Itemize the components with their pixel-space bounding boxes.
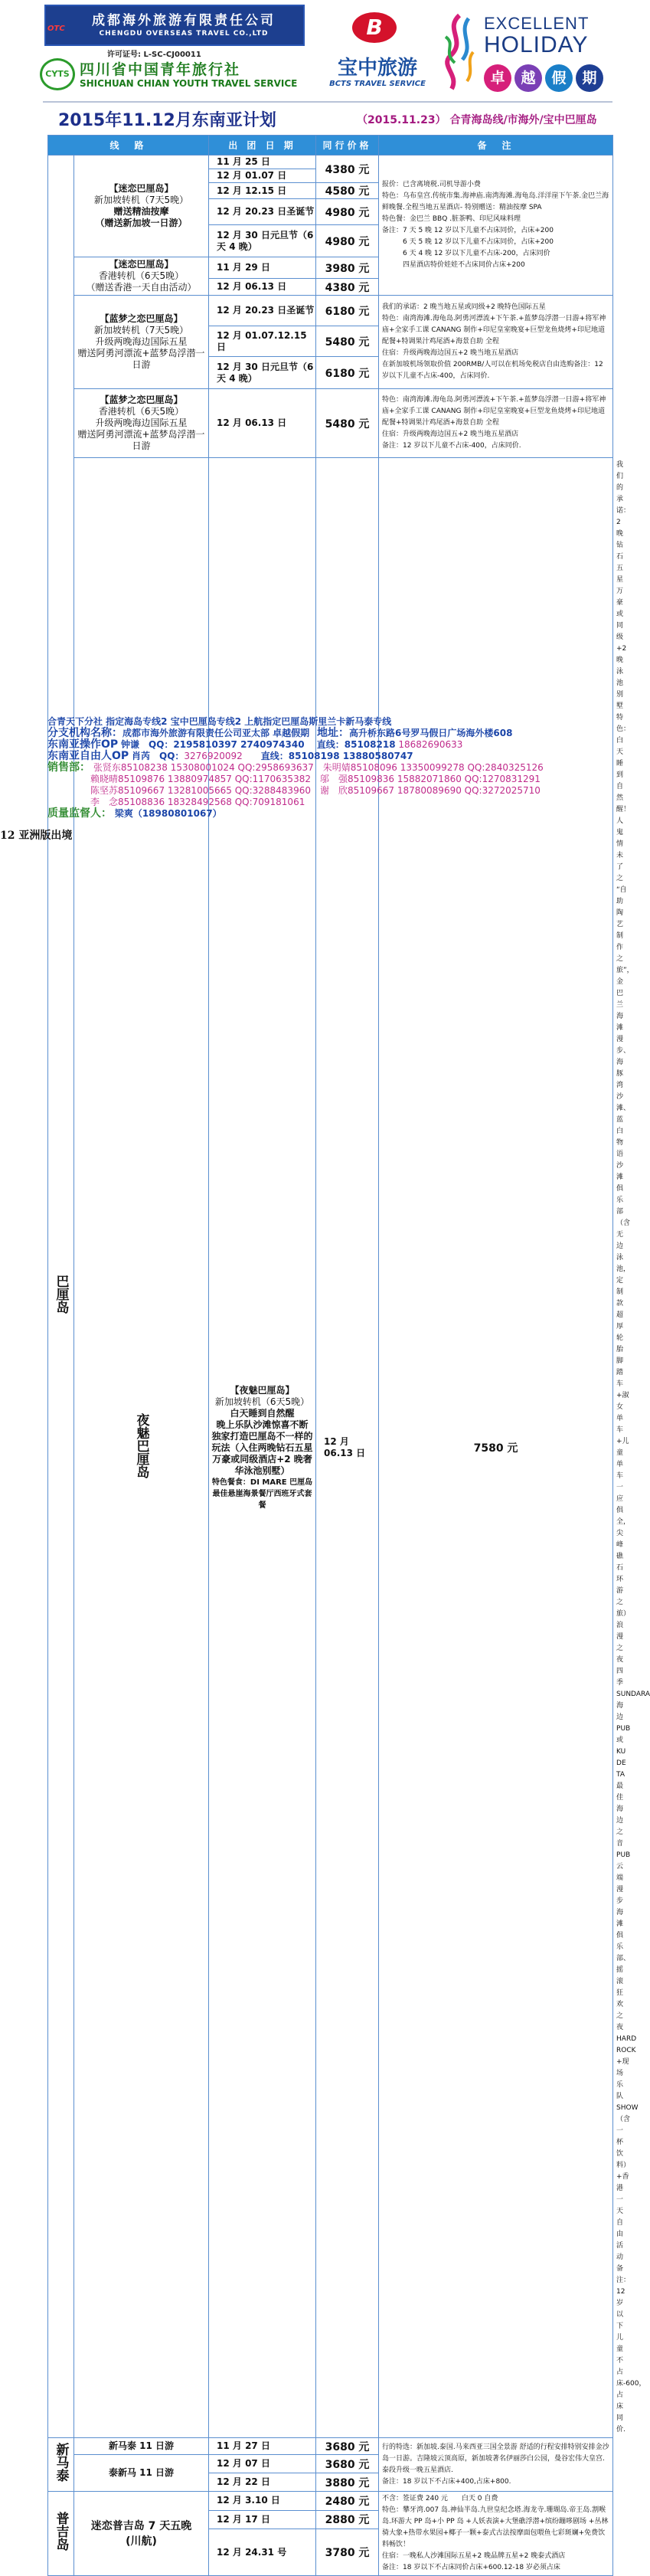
route-xmt: 新马泰 11 日游 [74,2438,209,2455]
bcts-emblem-icon: B [352,12,397,43]
price: 3680 元 [316,2455,379,2473]
page-number: 12 亚洲版出境 [0,830,73,842]
eh-line2: HOLIDAY [484,32,589,57]
bcts-logo [320,8,435,92]
price: 5480 元 [316,326,379,357]
price: 5480 元 [316,389,379,458]
price: 4580 元 [316,183,379,199]
date: 12 月 24.31 号 [209,2529,316,2576]
date: 12 月 01.07.12.15 日 [209,326,316,357]
header-date: 出 团 日 期 [209,136,316,155]
route-lmzl-hk: 【蓝梦之恋巴厘岛】 香港转机（6天5晚） 升级两晚海边国际五星 赠送阿勇河漂流+蓝梦岛浮潜一日游 [74,389,209,458]
header-route: 线 路 [48,136,209,155]
price: 4380 元 [316,155,379,183]
eh-char-4: 期 [576,64,603,92]
logo1-en: CHENGDU OVERSEAS TRAVEL CO.,LTD [99,30,269,38]
excellent-holiday-logo [436,8,609,93]
header-price: 同行价格 [316,136,379,155]
notes-g7: 不含：签证费 240 元 白天 0 自费 特色：攀牙湾.007 岛.神仙半岛.九世皇纪念塔.海龙寺.珊瑚岛.帝王岛.割喉岛.环游大 PP 岛+小 PP 岛 +人妖表演+大堡礁浮潜+缤纷蹦哆剧场 +丛林骑大象+热带水果园+椰子一颗+泰式古法按摩面包喂鱼七彩斑斓+免费饮料畅饮！ 住宿：一晚私人沙滩国际五星+2 晚品牌五星+2 晚泰式酒店 备注：18 岁以下不占床同价占床+600.12-18 岁必须占床 [379,2492,613,2576]
eh-char-1: 卓 [484,64,511,92]
price: 3980 元 [316,257,379,279]
price: 7580 元 [379,458,613,2438]
bcts-en: BCTS TRAVEL SERVICE [329,80,426,88]
date: 12 月 22 日 [209,2473,316,2492]
date: 12 月 30 日元旦节（6 天 4 晚） [209,225,316,257]
date: 12 月 20.23 日圣诞节 [209,296,316,326]
price: 2480 元 [316,2492,379,2511]
price: 4980 元 [316,199,379,225]
date: 12 月 3.10 日 [209,2492,316,2511]
sales-line: 李 念85108836 18328492568 QQ:709181061 [90,797,305,807]
date: 12 月 12.15 日 [209,183,316,199]
cyts-cn: 四川省中国青年旅行社 [80,61,241,78]
cyts-emblem-icon: CYTS [40,58,75,90]
price: 2880 元 [316,2510,379,2529]
route-mlbld-sg: 【迷恋巴厘岛】 新加坡转机（7天5晚） 赠送精油按摩 （赠送新加坡一日游） [74,155,209,257]
footer-supervisor: 质量监督人： 梁爽（18980801067） [47,807,222,820]
route-night-bali: 【夜魅巴厘岛】 新加坡转机（6天5晚） 白天睡到自然醒 晚上乐队沙滩惊喜不断 独家打造巴厘岛不一样的玩法（入住两晚钻石五星万豪或同级酒店+2 晚奢华泳池别墅） 特色餐食：DI MARE 巴厘岛最佳悬崖海景餐厅西班牙式套餐 [209,458,316,2438]
date: 11 月 25 日 [209,155,316,169]
footer-sales: 销售部： 张贤东85108238 15308001024 QQ:2958693637 朱明婧85108096 13350099278 QQ:2840325126 [47,761,544,774]
route-txm: 泰新马 11 日游 [74,2455,209,2492]
plan-title: 2015年11.12月东南亚计划 [58,111,276,130]
date: 12 月 30 日元旦节（6 天 4 晚） [209,357,316,389]
notes-g3: 我们的承诺：2 晚当地五星或同级+2 晚特色国际五星 特色：南湾海滩.海龟岛.阿勇河漂流+下午茶.+蓝梦岛浮潜一日游+将军神庙+全家手工课 CANANG 制作+印尼皇室晚宴+巨型龙鱼烧烤+印尼地道配餐+特调果汁鸡尾酒+海景自助 全程 住宿：升级两晚海边国五+2 晚当地五星酒店 在新加坡机场领取价值 200RMB/人可以在机场免税店自由选购备注：12 岁以下儿童不占床-400，占床同价. [379,296,613,389]
date: 11 月 29 日 [209,257,316,279]
price: 6180 元 [316,357,379,389]
otc-mark: OTC [47,25,65,33]
brush-stroke-icon [436,14,481,90]
eh-char-2: 越 [514,64,542,92]
date: 12 月 06.13 日 [209,389,316,458]
route-lmzl-sg: 【蓝梦之恋巴厘岛】 新加坡转机（7天5晚） 升级两晚海边国际五星 赠送阿勇河漂流+蓝梦岛浮潜一日游 [74,296,209,389]
date: 12 月 06.13 日 [316,458,379,2438]
cyts-en: SHICHUAN CHIAN YOUTH TRAVEL SERVICE [80,78,298,89]
footer-op1: 东南亚操作OP 钟谦 QQ：2195810397 2740974340 直线：85108218 18682690633 [47,738,463,751]
sales-line: 赖晓晴85109876 13880974857 QQ:1170635382 邬 强85109836 15882071860 QQ:1270831291 [90,774,541,784]
sales-line: 陈坚苏85109667 13281005665 QQ:3288483960 谢 欣85109667 18780089690 QQ:3272025710 [90,785,541,796]
date: 12 月 07 日 [209,2455,316,2473]
date: 12 月 17 日 [209,2510,316,2529]
footer-agencies: 合青天下分社 指定海岛专线2 宝中巴厘岛专线2 上航指定巴厘岛斯里兰卡新马泰专线 [47,716,392,727]
price: 3780 元 [316,2529,379,2576]
price: 3880 元 [316,2473,379,2492]
route-mlbld-hk: 【迷恋巴厘岛】 香港转机（6天5晚） （赠送香港一天自由活动） [74,257,209,296]
price: 3680 元 [316,2438,379,2455]
header [0,0,612,98]
chengdu-overseas-logo [44,5,305,46]
date: 12 月 06.13 日 [209,279,316,296]
eh-char-3: 假 [545,64,573,92]
contact-footer [47,716,612,820]
route-phuket: 迷恋普吉岛 7 天五晚 (川航) [74,2492,209,2576]
price: 6180 元 [316,296,379,326]
bcts-cn: 宝中旅游 [337,57,417,80]
logo1-cn: 成都海外旅游有限责任公司 [92,13,276,28]
header-notes: 备 注 [379,136,613,155]
region-xmt: 新马泰 [48,2438,74,2492]
notes-g6: 行的特选：新加坡.泰国.马来西亚三国全景游 舒适的行程安排特别安排金沙岛一日游。吉隆坡云顶高原，新加坡著名伊丽莎白公园，曼谷宏伟大皇宫.泰段升级一晚五星酒店. 备注：18 岁以下不占床+400,占床+800. [379,2438,613,2492]
price: 4380 元 [316,279,379,296]
date: 12 月 01.07 日 [209,169,316,183]
footer-op2: 东南亚自由人OP 肖芮 QQ：3276920092 直线：85108198 13880580747 [47,750,413,762]
license-number: 许可证号: L-SC-CJ00011 [107,51,201,59]
date: 11 月 27 日 [209,2438,316,2455]
itinerary-table: 线 路 出 团 日 期 同行价格 备 注 巴厘岛 【迷恋巴厘岛】 新加坡转机（7天5晚） 赠送精油按摩 （赠送新加坡一日游） 11 月 25 日 4380 元 报价：已含离境税.司机导游小费 特色：乌布皇宫.传统市集.海神庙.南湾海滩.海龟岛.洋洋崖下午茶.金巴兰海鲜晚餐.全程当地五星酒店- 特别赠送：精油按摩 SPA 特色餐：金巴兰 BBQ .脏茶鸭、印尼风味料理 备注：7 天 5 晚 12 岁以下儿童不占床同价，占床+200 6 天 5 晚 12 岁以下儿童不占床同价，占床+200 6 天 4 晚 12 岁以下儿童不占床-200，占床同价 四星酒店特价娃娃不占床同价占床+200 12 月 01.07 日 12 月 12.15 日 4580 元 12 月 20.23 日圣诞节 4980 元 12 月 30 日元旦节（6 天 4 晚） 4980 元 【迷恋巴厘岛】 香港转机（6天5晚） （赠送香港一天自由活动） 11 月 29 日 3980 元 12 月 06.13 日 4380 元 【蓝梦之恋巴厘岛】 新加坡转机（7天5晚） 升级两晚海边国际五星 赠送阿勇河漂流+蓝梦岛浮潜一日游 12 月 20.23 日圣诞节 6180 元 我们的承诺：2 晚当地五星或同级+2 晚特色国际五星 特色：南湾海滩.海龟岛.阿勇河漂流+下午茶.+蓝梦岛浮潜一日游+将军神庙+全家手工课 CANANG 制作+印尼皇室晚宴+巨型龙鱼烧烤+印尼地道配餐+特调果汁鸡尾酒+海景自助 全程 住宿：升级两晚海边国五+2 晚当地五星酒店 在新加坡机场领取价值 200RMB/人可以在机场免税店自由选购备注：12 岁以下儿童不占床-400，占床同价. 12 月 01.07.12.15 日 5480 元 12 月 30 日元旦节（6 天 4 晚） 6180 元 【蓝梦之恋巴厘岛】 香港转机（6天5晚） 升级两晚海边国际五星 赠送阿勇河漂流+蓝梦岛浮潜一日游 12 月 06.13 日 5480 元 特色：南湾海滩.海龟岛.阿勇河漂流+下午茶.+蓝梦岛浮潜一日游+将军神庙+全家手工课 CANANG 制作+印尼皇室晚宴+巨型龙鱼烧烤+印尼地道配餐+特调果汁鸡尾酒+海景自助 全程 住宿：升级两晚海边国五+2 晚当地五星酒店 备注：12 岁以下儿童不占床-400，占床同价. 夜魅巴厘岛 【夜魅巴厘岛】 新加坡转机（6天5晚） 白天睡到自然醒 晚上乐队沙滩惊喜不断 独家打造巴厘岛不一样的玩法（入住两晚钻石五星万豪或同级酒店+2 晚奢华泳池别墅） 特色餐食：DI MARE 巴厘岛最佳悬崖海景餐厅西班牙式套餐 12 月 06.13 日 7580 元 我们的承诺：2 晚钻石五星万豪或同级+2 晚泳池别墅 特色：白天睡到自然醒！人鬼情未了之 “自助陶艺制作之旅”，金巴兰海滩漫步、海豚湾沙滩、蓝白物语沙滩俱乐部（含无边泳池，定制款超厚轮胎脚踏车+淑女单车+儿童单车一应俱全，尖峰礁石环游之旅）浪漫之夜四季 SUNDARA 海边 PUB 或 KU DE TA 最佳海边之音 PUB 云端漫步海滩俱乐部、摇滚狂欢之夜 HARD ROCK +现场乐队 SHOW（含一杯饮料）+香港一天自由活动 备注：12 岁以下儿童不占床-600，占床同价. 新马泰 新马泰 11 日游 11 月 27 日 3680 元 行的特选：新加坡.泰国.马来西亚三国全景游 舒适的行程安排特别安排金沙岛一日游。吉隆坡云顶高原，新加坡著名伊丽莎白公园，曼谷宏伟大皇宫.泰段升级一晚五星酒店. 备注：18 岁以下不占床+400,占床+800. 泰新马 11 日游 12 月 07 日 3680 元 12 月 22 日 3880 元 普吉岛 迷恋普吉岛 7 天五晚 (川航) 12 月 3.10 日 2480 元 不含：签证费 240 元 白天 0 自费 特色：攀牙湾.007 岛.神仙半岛.九世皇纪念塔.海龙寺.珊瑚岛.帝王岛.割喉岛.环游大 PP 岛+小 PP 岛 +人妖表演+大堡礁浮潜+缤纷蹦哆剧场 +丛林骑大象+热带水果园+椰子一颗+泰式古法按摩面包喂鱼七彩斑斓+免费饮料畅饮！ 住宿：一晚私人沙滩国际五星+2 晚品牌五星+2 晚泰式酒店 备注：18 岁以下不占床同价占床+600.12-18 岁必须占床 12 月 17 日 2880 元 12 月 24.31 号 3780 元 [47,135,613,2576]
notes-g4: 特色：南湾海滩.海龟岛.阿勇河漂流+下午茶.+蓝梦岛浮潜一日游+将军神庙+全家手工课 CANANG 制作+印尼皇室晚宴+巨型龙鱼烧烤+印尼地道配餐+特调果汁鸡尾酒+海景自助 全程 住宿：升级两晚海边国五+2 晚当地五星酒店 备注：12 岁以下儿童不占床-400，占床同价. [379,389,613,458]
plan-title-bar [43,101,612,132]
price: 4980 元 [316,225,379,257]
cyts-logo [40,57,315,93]
region-night-bali: 夜魅巴厘岛 [74,458,209,2438]
eh-line1: EXCELLENT [484,14,590,33]
plan-subtitle: （2015.11.23） 合青海岛线/市海外/宝中巴厘岛 [357,114,597,126]
region-bali: 巴厘岛 [48,155,74,2438]
date: 12 月 20.23 日圣诞节 [209,199,316,225]
notes-g1: 报价：已含离境税.司机导游小费 特色：乌布皇宫.传统市集.海神庙.南湾海滩.海龟岛.洋洋崖下午茶.金巴兰海鲜晚餐.全程当地五星酒店- 特别赠送：精油按摩 SPA 特色餐：金巴兰 BBQ .脏茶鸭、印尼风味料理 备注：7 天 5 晚 12 岁以下儿童不占床同价，占床+200 6 天 5 晚 12 岁以下儿童不占床同价，占床+200 6 天 4 晚 12 岁以下儿童不占床-200，占床同价 四星酒店特价娃娃不占床同价占床+200 [379,155,613,296]
region-phuket: 普吉岛 [48,2492,74,2576]
footer-branch: 分支机构名称：成都市海外旅游有限责任公司亚太部 卓越假期 地址：高升桥东路6号罗马假日广场海外楼608 [47,727,513,739]
